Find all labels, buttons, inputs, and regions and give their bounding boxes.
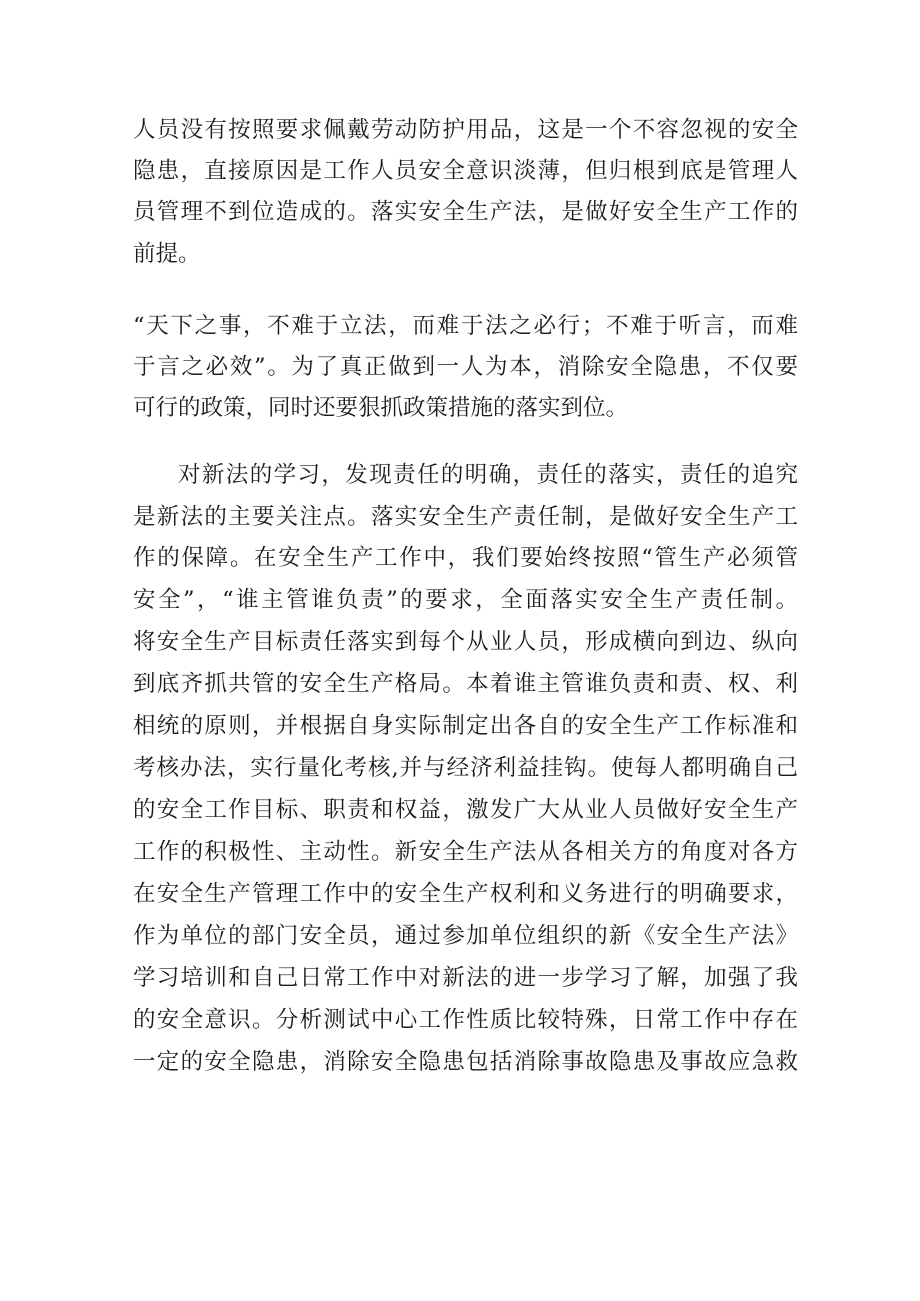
text-line: 隐患，直接原因是工作人员安全意识淡薄，但归根到底是管理人 [133,158,798,184]
text-line: 作为单位的部门安全员，通过参加单位组织的新《安全生产法》 [133,923,798,949]
text-line: 到底齐抓共管的安全生产格局。本着谁主管谁负责和责、权、利 [133,671,798,697]
text-line: 的安全意识。分析测试中心工作性质比较特殊，日常工作中存在 [133,1007,798,1033]
text-line: 对新法的学习，发现责任的明确，责任的落实，责任的追究 [178,462,798,488]
text-line: 人员没有按照要求佩戴劳动防护用品，这是一个不容忽视的安全 [133,117,798,143]
text-line: 前提。 [133,241,201,267]
text-line: 员管理不到位造成的。落实安全生产法，是做好安全生产工作的 [133,199,798,225]
text-line: 学习培训和自己日常工作中对新法的进一步学习了解，加强了我 [133,965,798,991]
text-line: 作的保障。在安全生产工作中，我们要始终按照“管生产必须管 [133,545,798,571]
text-line: 工作的积极性、主动性。新安全生产法从各相关方的角度对各方 [133,839,798,865]
text-line: 是新法的主要关注点。落实安全生产责任制，是做好安全生产工 [133,504,798,530]
text-line: 在安全生产管理工作中的安全生产权利和义务进行的明确要求， [133,881,798,907]
text-line: 的安全工作目标、职责和权益，激发广大从业人员做好安全生产 [133,797,798,823]
text-line: 于言之必效”。为了真正做到一人为本，消除安全隐患，不仅要 [133,354,798,380]
text-line: 安全”，“谁主管谁负责”的要求，全面落实安全生产责任制。 [133,587,798,613]
text-line: 可行的政策，同时还要狠抓政策措施的落实到位。 [133,395,629,421]
text-line: 相统的原则，并根据自身实际制定出各自的安全生产工作标准和 [133,713,798,739]
text-line: 考核办法，实行量化考核,并与经济利益挂钩。使每人都明确自己 [133,755,798,781]
text-line: 将安全生产目标责任落实到每个从业人员，形成横向到边、纵向 [133,629,798,655]
text-line: “天下之事，不难于立法，而难于法之必行；不难于听言，而难 [133,313,798,339]
text-line: 一定的安全隐患，消除安全隐患包括消除事故隐患及事故应急救 [133,1049,798,1075]
